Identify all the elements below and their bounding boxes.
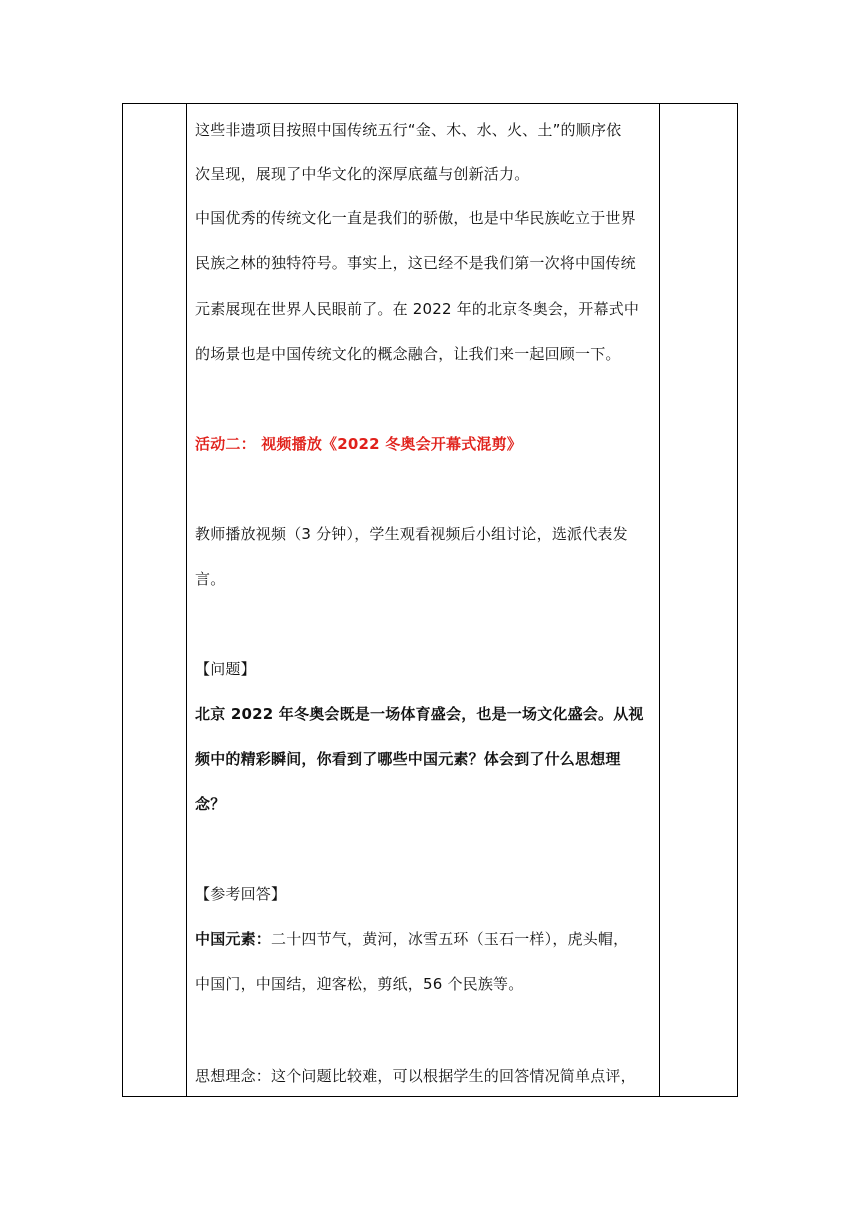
question-line: 频中的精彩瞬间，你看到了哪些中国元素？体会到了什么思想理 <box>195 750 621 768</box>
activity-heading: 活动二： 视频播放《2022 冬奥会开幕式混剪》 <box>195 435 522 453</box>
answer-ideas-line: 思想理念：这个问题比较难，可以根据学生的回答情况简单点评， <box>195 1067 636 1085</box>
answer-elements-line <box>195 929 628 949</box>
question-label: 【问题】 <box>195 660 256 678</box>
answer-elements-label: 中国元素： <box>195 930 272 948</box>
paragraph-line: 教师播放视频（3 分钟），学生观看视频后小组讨论，选派代表发 <box>195 525 628 543</box>
answer-label: 【参考回答】 <box>195 885 287 903</box>
answer-elements-line: 中国门，中国结，迎客松，剪纸，56 个民族等。 <box>195 975 524 993</box>
paragraph-line: 的场景也是中国传统文化的概念融合，让我们来一起回顾一下。 <box>195 345 621 363</box>
question-line: 北京 2022 年冬奥会既是一场体育盛会，也是一场文化盛会。从视 <box>195 705 644 723</box>
paragraph-line: 言。 <box>195 570 226 588</box>
table-left-column <box>123 104 187 1096</box>
paragraph-line: 元素展现在世界人民眼前了。在 2022 年的北京冬奥会，开幕式中 <box>195 300 640 318</box>
lesson-table <box>122 103 738 1097</box>
paragraph-line: 中国优秀的传统文化一直是我们的骄傲，也是中华民族屹立于世界 <box>195 209 636 227</box>
table-right-column <box>659 104 737 1096</box>
paragraph-line: 这些非遗项目按照中国传统五行“金、木、水、火、土”的顺序依 <box>195 121 622 139</box>
paragraph-line: 民族之林的独特符号。事实上，这已经不是我们第一次将中国传统 <box>195 254 636 272</box>
table-content-column <box>187 104 659 1096</box>
answer-elements-text: 二十四节气，黄河，冰雪五环（玉石一样），虎头帽， <box>271 930 629 948</box>
paragraph-line: 次呈现，展现了中华文化的深厚底蕴与创新活力。 <box>195 165 530 183</box>
question-line: 念？ <box>195 795 226 813</box>
